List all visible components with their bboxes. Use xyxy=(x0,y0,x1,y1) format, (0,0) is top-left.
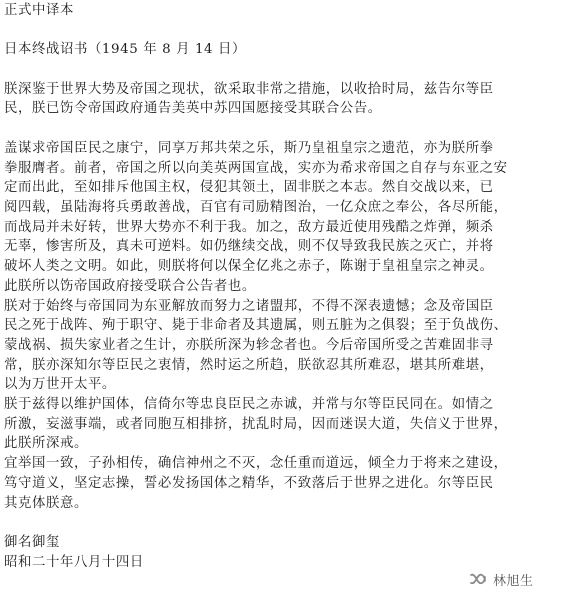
spacer xyxy=(4,60,560,80)
watermark xyxy=(468,568,534,590)
text-line: 盖谋求帝国臣民之康宁，同享万邦共荣之乐，斯乃皇祖皇宗之遗范，亦为朕所拳 xyxy=(4,140,494,156)
text-line: 笃守道义，坚定志操，誓必发扬国体之精华，不致落后于世界之进化。尔等臣民 xyxy=(4,475,494,491)
signature: 御名御玺 xyxy=(4,534,60,550)
text-line: 朕对于始终与帝国同为东亚解放而努力之诸盟邦，不得不深表遗憾；念及帝国臣 xyxy=(4,298,494,314)
text-line: 蒙战祸、损失家业者之生计，亦朕所深为轸念者也。今后帝国所受之苦难固非寻 xyxy=(4,337,494,353)
document-title: 日本终战诏书（1945 年 8 月 14 日） xyxy=(4,42,247,58)
document xyxy=(4,0,560,572)
text-line: 所激，妄滋事端，或者同胞互相排挤，扰乱时局，因而迷误大道，失信义于世界， xyxy=(4,416,508,432)
text-line: 以为万世开太平。 xyxy=(4,377,116,393)
document-heading: 正式中译本 xyxy=(4,3,74,18)
paragraph-5 xyxy=(4,454,560,513)
watermark-text: 林旭生 xyxy=(493,573,534,589)
paragraph-2 xyxy=(4,139,560,297)
paragraph-4 xyxy=(4,395,560,454)
text-line: 民之死于战阵、殉于职守、毙于非命者及其遗属，则五脏为之俱裂；至于负战伤、 xyxy=(4,318,508,334)
text-line: 此朕所以饬帝国政府接受联合公告者也。 xyxy=(4,278,256,294)
wechat-channel-icon xyxy=(468,569,488,589)
text-line: 朕深鉴于世界大势及帝国之现状，欲采取非常之措施，以收拾时局，兹告尔等臣 xyxy=(4,81,494,97)
text-line: 此朕所深戒。 xyxy=(4,436,88,452)
text-line: 朕于兹得以维护国体，信倚尔等忠良臣民之赤诚，并常与尔等臣民同在。如情之 xyxy=(4,397,494,413)
text-line: 其克体朕意。 xyxy=(4,495,88,511)
text-line: 拳服膺者。前者，帝国之所以向美英两国宣战，实亦为希求帝国之自存与东亚之安 xyxy=(4,160,508,176)
spacer xyxy=(4,119,560,139)
text-line: 而战局并未好转，世界大势亦不利于我。加之，敌方最近使用残酷之炸弹，频杀 xyxy=(4,219,494,235)
date: 昭和二十年八月十四日 xyxy=(4,554,144,570)
text-line: 破坏人类之文明。如此，则朕将何以保全亿兆之赤子，陈谢于皇祖皇宗之神灵。 xyxy=(4,259,494,275)
text-line: 常，朕亦深知尔等臣民之衷情，然时运之所趋，朕欲忍其所难忍，堪其所难堪， xyxy=(4,357,494,373)
paragraph-1 xyxy=(4,80,560,119)
text-line: 阅四载，虽陆海将兵勇敢善战，百官有司励精图治，一亿众庶之奉公，各尽所能， xyxy=(4,199,508,215)
text-line: 定而出此，至如排斥他国主权，侵犯其领土，固非朕之本志。然自交战以来，已 xyxy=(4,180,494,196)
text-line: 宜举国一致，子孙相传，确信神州之不灭，念任重而道远，倾全力于将来之建设， xyxy=(4,456,508,472)
text-line: 无辜，惨害所及，真未可逆料。如仍继续交战，则不仅导致我民族之灭亡，并将 xyxy=(4,239,494,255)
text-line: 民，朕已饬令帝国政府通告美英中苏四国愿接受其联合公告。 xyxy=(4,101,382,117)
spacer xyxy=(4,513,560,533)
paragraph-3 xyxy=(4,297,560,396)
spacer xyxy=(4,21,560,41)
